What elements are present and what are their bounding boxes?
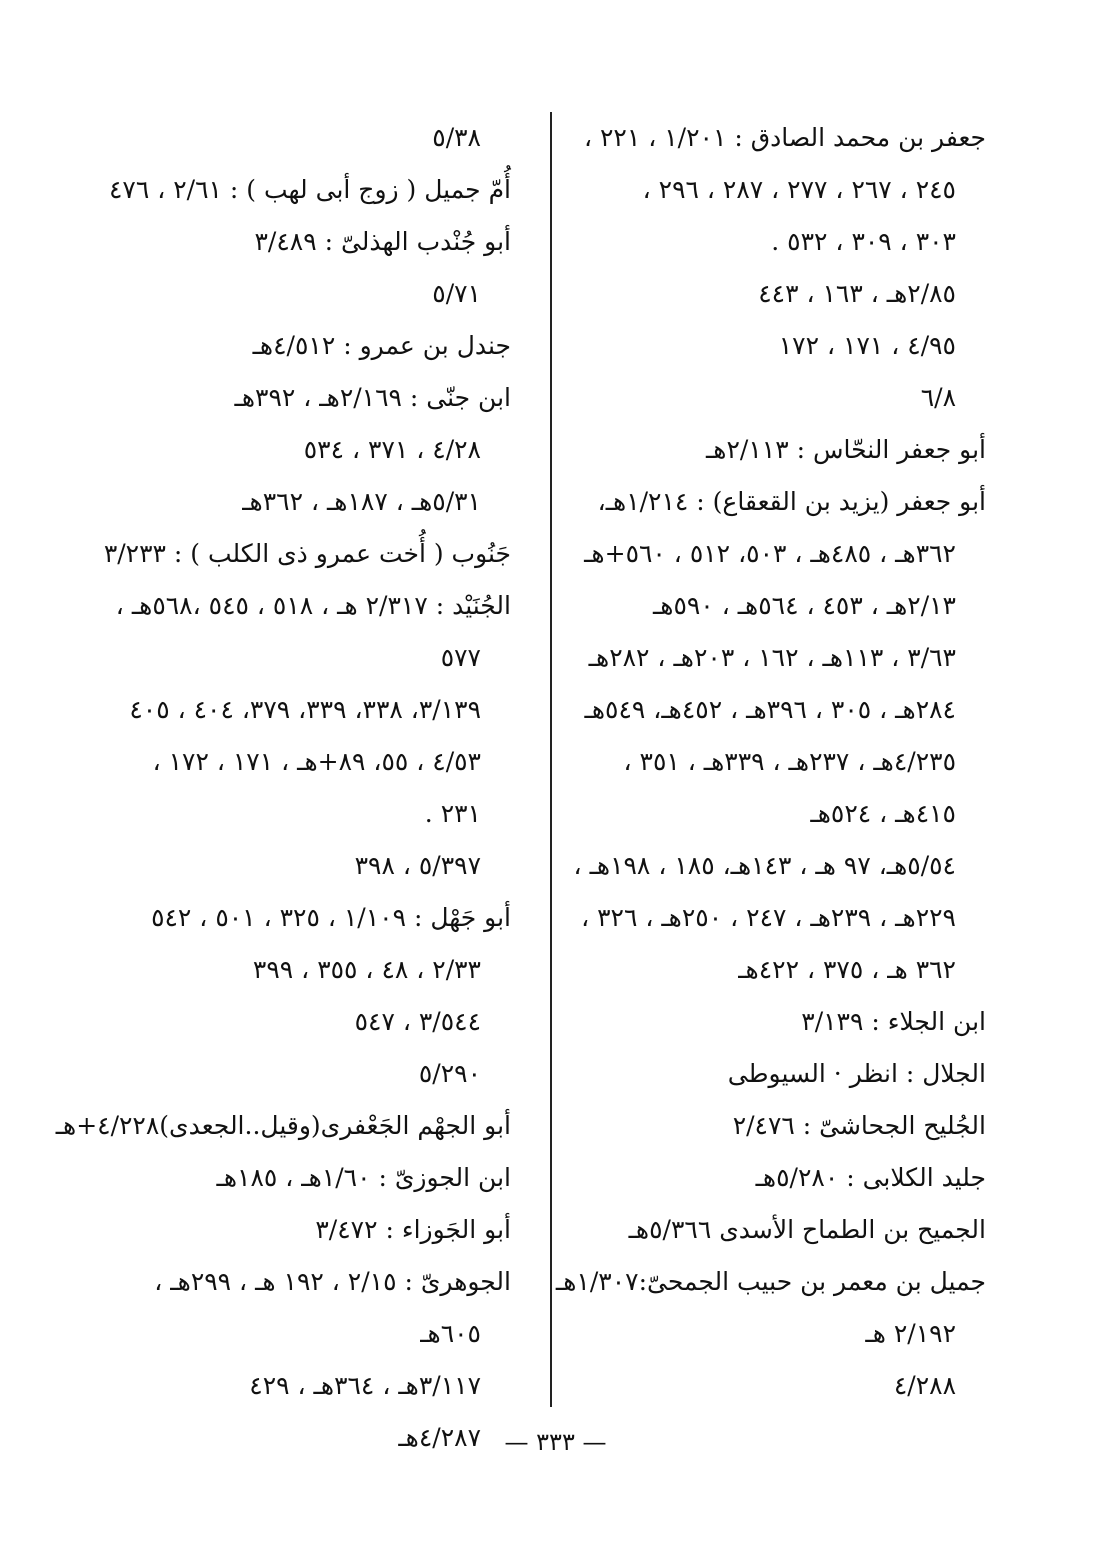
index-continuation-line: ٣/١١٧هـ ، ٣٦٤هـ ، ٤٢٩ <box>249 1371 481 1400</box>
index-entry: جليد الكلابى : ٥/٢٨٠هـ <box>755 1163 986 1192</box>
index-continuation-line: ٣/١٣٩، ٣٣٨، ٣٣٩، ٣٧٩، ٤٠٤ ، ٤٠٥ <box>129 695 481 724</box>
index-continuation-line: ٣/٥٤٤ ، ٥٤٧ <box>354 1007 481 1036</box>
index-continuation-line: ٦/٨ <box>920 383 956 412</box>
index-entry: جندل بن عمرو : ٤/٥١٢هـ <box>252 331 511 360</box>
index-continuation-line: ٢/٣٣ ، ٤٨ ، ٣٥٥ ، ٣٩٩ <box>252 955 481 984</box>
index-entry: أبو جعفر النحّاس : ٢/١١٣هـ <box>705 435 986 464</box>
index-entry: الجلال : انظر · السيوطى <box>727 1059 986 1088</box>
index-entry: جَنُوب ( أُخت عمرو ذى الكلب ) : ٣/٢٣٣ <box>103 539 511 568</box>
index-entry: أبو جُنْدب الهذلىّ : ٣/٤٨٩ <box>254 227 511 256</box>
index-continuation-line: ٢٤٥ ، ٢٦٧ ، ٢٧٧ ، ٢٨٧ ، ٢٩٦ ، <box>642 175 956 204</box>
index-entry: أبو الجَوزاء : ٣/٤٧٢ <box>315 1215 511 1244</box>
index-entry: أبو جعفر (يزيد بن القعقاع) : ١/٢١٤هـ، <box>597 487 986 516</box>
index-continuation-line: ٥/٣٩٧ ، ٣٩٨ <box>354 851 481 880</box>
index-continuation-line: ٤/٢٨ ، ٣٧١ ، ٥٣٤ <box>303 435 481 464</box>
index-entry: الجُليح الجحاشىّ : ٢/٤٧٦ <box>732 1111 986 1140</box>
index-continuation-line: ٣٦٢ هـ ، ٣٧٥ ، ٤٢٢هـ <box>738 955 956 984</box>
index-continuation-line: ٤/٢٣٥هـ ، ٢٣٧هـ ، ٣٣٩هـ ، ٣٥١ ، <box>623 747 956 776</box>
index-continuation-line: ٤/٢٨٨ <box>893 1371 956 1400</box>
index-continuation-line: ٤/٥٣ ، ٥٥، ٨٩+هـ ، ١٧١ ، ١٧٢ ، <box>152 747 481 776</box>
index-column-right <box>555 112 986 1412</box>
index-continuation-line: ٤١٥هـ ، ٥٢٤هـ <box>810 799 956 828</box>
index-continuation-line: ٣٠٣ ، ٣٠٩ ، ٥٣٢ . <box>771 227 956 256</box>
index-continuation-line: ٢٣١ . <box>424 799 481 828</box>
page-number: — ٣٣٣ — <box>504 1428 607 1456</box>
index-entry: أُمّ جميل ( زوج أبى لهب ) : ٢/٦١ ، ٤٧٦ <box>108 175 511 204</box>
index-continuation-line: ٢/١٣هـ ، ٤٥٣ ، ٥٦٤هـ ، ٥٩٠هـ <box>652 591 956 620</box>
index-entry: ابن الجلاء : ٣/١٣٩ <box>801 1007 986 1036</box>
column-divider <box>550 112 552 1407</box>
index-entry: الجميح بن الطماح الأسدى ٥/٣٦٦هـ <box>628 1215 986 1244</box>
index-entry: أبو الجهْم الجَعْفرى(وقيل..الجعدى)٤/٢٢٨+هـ <box>55 1111 511 1140</box>
index-continuation-line: ٤/٩٥ ، ١٧١ ، ١٧٢ <box>778 331 956 360</box>
index-continuation-line: ٥/٣١هـ ، ١٨٧هـ ، ٣٦٢هـ <box>242 487 481 516</box>
index-continuation-line: ٥/٧١ <box>432 279 481 308</box>
index-continuation-line: ٣٦٢هـ ، ٤٨٥هـ ، ٥٠٣، ٥١٢ ، ٥٦٠+هـ <box>584 539 956 568</box>
index-continuation-line: ٢/١٩٢ هـ <box>865 1319 956 1348</box>
index-entry: الجُنَيْد : ٢/٣١٧ هـ ، ٥١٨ ، ٥٤٥ ،٥٦٨هـ ، <box>115 591 511 620</box>
index-continuation-line: ٢٨٤هـ ، ٣٠٥ ، ٣٩٦هـ ، ٤٥٢هـ، ٥٤٩هـ <box>584 695 956 724</box>
index-continuation-line: ٢/٨٥هـ ، ١٦٣ ، ٤٤٣ <box>758 279 956 308</box>
index-entry: أبو جَهْل : ١/١٠٩ ، ٣٢٥ ، ٥٠١ ، ٥٤٢ <box>151 903 511 932</box>
index-entry: الجوهرىّ : ٢/١٥ ، ١٩٢ هـ ، ٢٩٩هـ ، <box>154 1267 511 1296</box>
index-continuation-line: ٣/٦٣ ، ١١٣هـ ، ١٦٢ ، ٢٠٣هـ ، ٢٨٢هـ <box>588 643 956 672</box>
index-continuation-line: ٥/٢٩٠ <box>418 1059 481 1088</box>
index-continuation-line: ٥/٣٨ <box>432 123 481 152</box>
index-continuation-line: ٤/٢٨٧هـ <box>398 1423 481 1452</box>
index-continuation-line: ٥٧٧ <box>440 643 481 672</box>
index-entry: ابن جنّى : ٢/١٦٩هـ ، ٣٩٢هـ <box>234 383 511 412</box>
index-entry: جميل بن معمر بن حبيب الجمحىّ:١/٣٠٧هـ <box>555 1267 986 1296</box>
index-continuation-line: ٢٢٩هـ ، ٢٣٩هـ ، ٢٤٧ ، ٢٥٠هـ ، ٣٢٦ ، <box>581 903 956 932</box>
index-entry: جعفر بن محمد الصادق : ١/٢٠١ ، ٢٢١ ، <box>583 123 986 152</box>
index-continuation-line: ٥/٥٤هـ، ٩٧ هـ ، ١٤٣هـ، ١٨٥ ، ١٩٨هـ ، <box>573 851 956 880</box>
index-column-left <box>55 112 511 1464</box>
index-entry: ابن الجوزىّ : ١/٦٠هـ ، ١٨٥هـ <box>216 1163 511 1192</box>
index-continuation-line: ٦٠٥هـ <box>420 1319 481 1348</box>
